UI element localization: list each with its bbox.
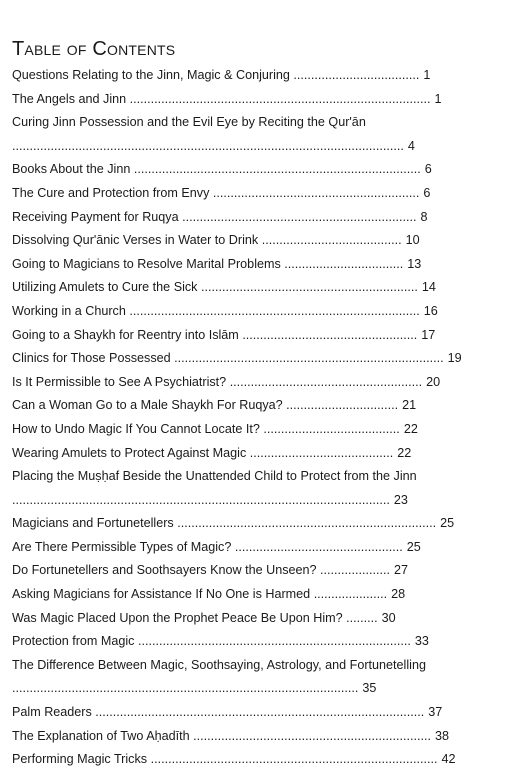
toc-page-number: 35	[362, 681, 377, 696]
toc-entry[interactable]	[12, 701, 512, 725]
toc-leader-dots: ...........................................................	[212, 185, 420, 200]
toc-leader-dots: ....................	[320, 563, 391, 578]
toc-entry-title: Do Fortunetellers and Soothsayers Know the Unseen?	[12, 563, 317, 578]
toc-leader-dots: ....................................	[293, 68, 420, 82]
toc-page-number: 6	[423, 185, 431, 200]
toc-entry-title: Placing the Muṣḥaf Beside the Unattended Child to Protect from the Jinn	[12, 469, 417, 484]
toc-page-number: 1	[434, 91, 442, 106]
toc-page-number: 6	[424, 162, 432, 177]
toc-entry[interactable]	[12, 748, 512, 772]
toc-entry-title: Receiving Payment for Ruqya	[12, 209, 179, 224]
toc-entry-title: Is It Permissible to See A Psychiatrist?	[12, 374, 227, 389]
toc-entry[interactable]	[12, 253, 512, 277]
toc-entry[interactable]	[12, 300, 512, 324]
toc-entry-title: Palm Readers	[12, 705, 92, 720]
toc-entry[interactable]	[12, 111, 512, 158]
toc-page-number: 14	[421, 280, 436, 295]
toc-entry-title: Books About the Jinn	[12, 162, 131, 177]
table-of-contents	[12, 38, 512, 772]
toc-page-number: 25	[440, 516, 455, 531]
toc-entry-title: The Explanation of Two Aḥadīth	[12, 728, 190, 743]
toc-page-number: 8	[420, 209, 428, 224]
toc-entry-title: Going to Magicians to Resolve Marital Problems	[12, 256, 281, 271]
toc-page-number: 13	[407, 256, 422, 271]
toc-page-number: 37	[428, 705, 443, 720]
toc-leader-dots: ...................................................................................	[129, 303, 420, 318]
toc-entry[interactable]	[12, 64, 512, 88]
toc-leader-dots: ....................................................................	[193, 728, 432, 743]
toc-page-number: 10	[405, 233, 420, 248]
toc-entry[interactable]	[12, 371, 512, 395]
toc-title: Table of Contents	[12, 38, 176, 60]
toc-entry-title: Protection from Magic	[12, 634, 135, 649]
toc-entry[interactable]	[12, 512, 512, 536]
toc-entry-title: Questions Relating to the Jinn, Magic & Conjuring	[12, 68, 290, 82]
toc-entry-title: Going to a Shaykh for Reentry into Islām	[12, 327, 239, 342]
toc-entry-title: The Cure and Protection from Envy	[12, 185, 210, 200]
toc-page-number: 19	[447, 351, 462, 366]
toc-leader-dots: ...................................................................................................	[12, 681, 359, 696]
toc-page-number: 16	[423, 303, 438, 318]
toc-leader-dots: ........................................	[261, 233, 402, 248]
toc-entry-title: Performing Magic Tricks	[12, 752, 148, 767]
toc-leader-dots: .........	[346, 610, 378, 625]
toc-entry-title: Can a Woman Go to a Male Shaykh For Ruqya?	[12, 398, 283, 413]
toc-entry[interactable]	[12, 654, 512, 701]
toc-page-number: 20	[426, 374, 441, 389]
toc-entry[interactable]	[12, 536, 512, 560]
toc-entry[interactable]	[12, 347, 512, 371]
toc-entry[interactable]	[12, 88, 512, 112]
toc-page-number: 27	[394, 563, 409, 578]
toc-entry[interactable]	[12, 559, 512, 583]
toc-leader-dots: ..............................................................	[200, 280, 418, 295]
toc-entry[interactable]	[12, 418, 512, 442]
toc-leader-dots: .............................................................................	[174, 351, 444, 366]
toc-entry[interactable]	[12, 229, 512, 253]
toc-entry[interactable]	[12, 725, 512, 749]
toc-leader-dots: ..................................................	[242, 327, 418, 342]
toc-page-number: 28	[391, 587, 406, 602]
toc-entry-title: Dissolving Qur'ānic Verses in Water to Drink	[12, 233, 259, 248]
toc-leader-dots: ......................................................................................	[129, 91, 431, 106]
toc-page-number: 22	[403, 421, 418, 436]
toc-page-number: 33	[414, 634, 429, 649]
toc-entry[interactable]	[12, 442, 512, 466]
toc-leader-dots: ................................................	[234, 539, 403, 554]
toc-entry-title: Curing Jinn Possession and the Evil Eye by Reciting the Qur'ān	[12, 115, 366, 130]
toc-entry-title: Was Magic Placed Upon the Prophet Peace Be Upon Him?	[12, 610, 343, 625]
toc-entry-title: Wearing Amulets to Protect Against Magic	[12, 445, 247, 460]
toc-leader-dots: .....................	[313, 587, 388, 602]
toc-leader-dots: ..................................................................................	[150, 752, 438, 767]
toc-entry[interactable]	[12, 158, 512, 182]
toc-entry[interactable]	[12, 276, 512, 300]
toc-entry[interactable]	[12, 607, 512, 631]
toc-leader-dots: ..................................	[284, 256, 404, 271]
toc-leader-dots: ................................................................................................................	[12, 138, 404, 153]
toc-entry-title: How to Undo Magic If You Cannot Locate It?	[12, 421, 260, 436]
toc-page-number: 25	[406, 539, 421, 554]
toc-page-number: 1	[423, 68, 431, 82]
toc-page-number: 42	[441, 752, 456, 767]
toc-entry[interactable]	[12, 630, 512, 654]
toc-leader-dots: ..............................................................................................	[95, 705, 425, 720]
toc-entry-title: Asking Magicians for Assistance If No One is Harmed	[12, 587, 311, 602]
toc-leader-dots: ............................................................................................................	[12, 492, 390, 507]
toc-page-number: 23	[393, 492, 408, 507]
toc-page-number: 21	[402, 398, 417, 413]
toc-leader-dots: .......................................	[263, 421, 400, 436]
toc-entry[interactable]	[12, 324, 512, 348]
toc-entry[interactable]	[12, 583, 512, 607]
toc-entry-title: Working in a Church	[12, 303, 126, 318]
toc-entry[interactable]	[12, 206, 512, 230]
toc-leader-dots: ................................	[286, 398, 399, 413]
toc-entry-title: Magicians and Fortunetellers	[12, 516, 174, 531]
toc-leader-dots: ..................................................................................	[133, 162, 421, 177]
toc-leader-dots: .........................................	[249, 445, 394, 460]
toc-leader-dots: ...................................................................	[182, 209, 417, 224]
toc-page-number: 4	[407, 138, 415, 153]
toc-page-number: 30	[381, 610, 396, 625]
toc-list	[12, 64, 512, 772]
toc-leader-dots: ..........................................................................	[177, 516, 437, 531]
toc-page-number: 22	[397, 445, 412, 460]
toc-leader-dots: ..............................................................................	[137, 634, 411, 649]
toc-page-number: 17	[421, 327, 436, 342]
toc-entry[interactable]	[12, 465, 512, 512]
toc-entry-title: The Difference Between Magic, Soothsaying, Astrology, and Fortunetelling	[12, 657, 426, 672]
toc-entry-title: Clinics for Those Possessed	[12, 351, 171, 366]
toc-page-number: 38	[435, 728, 450, 743]
toc-leader-dots: .......................................................	[229, 374, 423, 389]
toc-entry[interactable]	[12, 394, 512, 418]
toc-entry[interactable]	[12, 182, 512, 206]
toc-entry-title: Are There Permissible Types of Magic?	[12, 539, 232, 554]
toc-entry-title: Utilizing Amulets to Cure the Sick	[12, 280, 198, 295]
toc-entry-title: The Angels and Jinn	[12, 91, 127, 106]
